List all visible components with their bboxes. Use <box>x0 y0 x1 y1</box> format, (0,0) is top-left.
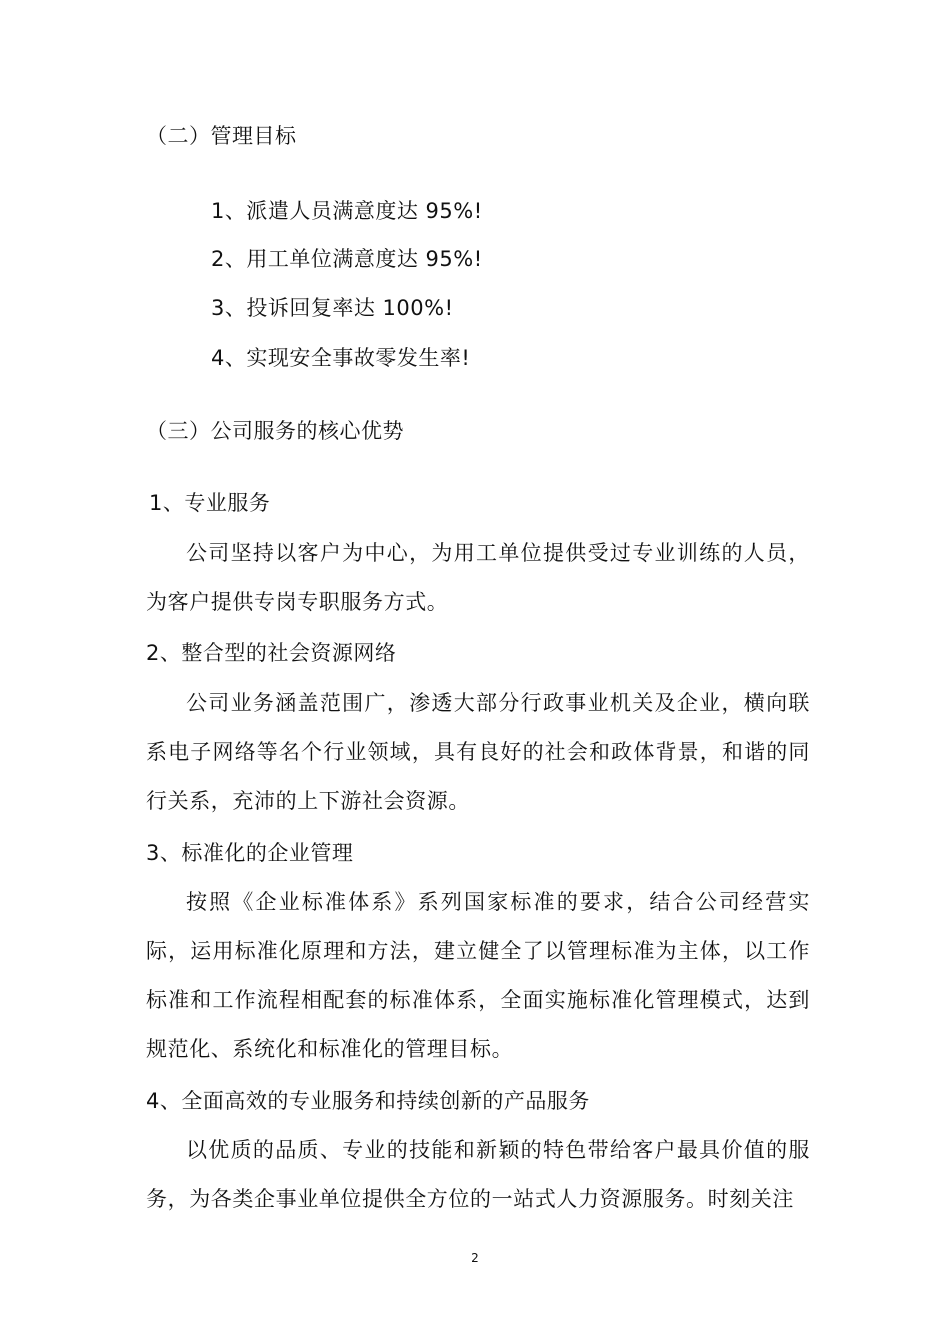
advantage-body-1: 公司坚持以客户为中心，为用工单位提供受过专业训练的人员，为客户提供专岗专职服务方式。 <box>146 541 810 614</box>
goal-item-1: 1、派遣人员满意度达 95%! <box>211 199 483 223</box>
section-heading-core-advantages: （三）公司服务的核心优势 <box>146 419 404 443</box>
advantage-title-1: 1、专业服务 <box>149 491 271 515</box>
goal-item-4: 4、实现安全事故零发生率! <box>211 346 471 370</box>
goal-item-2: 2、用工单位满意度达 95%! <box>211 247 483 271</box>
advantage-title-3: 3、标准化的企业管理 <box>146 841 354 865</box>
section-heading-management-goals: （二）管理目标 <box>146 124 297 148</box>
advantage-body-4: 以优质的品质、专业的技能和新颖的特色带给客户最具价值的服务，为各类企事业单位提供全方位的一站式人力资源服务。时刻关注 <box>146 1138 810 1211</box>
advantage-title-4: 4、全面高效的专业服务和持续创新的产品服务 <box>146 1089 590 1113</box>
page-number: 2 <box>471 1251 479 1265</box>
advantage-body-2: 公司业务涵盖范围广，渗透大部分行政事业机关及企业，横向联系电子网络等名个行业领域，具有良好的社会和政体背景，和谐的同行关系，充沛的上下游社会资源。 <box>146 691 810 813</box>
advantage-title-2: 2、整合型的社会资源网络 <box>146 641 397 665</box>
goal-item-3: 3、投诉回复率达 100%! <box>211 296 454 320</box>
advantage-body-3: 按照《企业标准体系》系列国家标准的要求，结合公司经营实际，运用标准化原理和方法，建立健全了以管理标准为主体，以工作标准和工作流程相配套的标准体系，全面实施标准化管理模式，达到规范化、系统化和标准化的管理目标。 <box>146 890 810 1061</box>
